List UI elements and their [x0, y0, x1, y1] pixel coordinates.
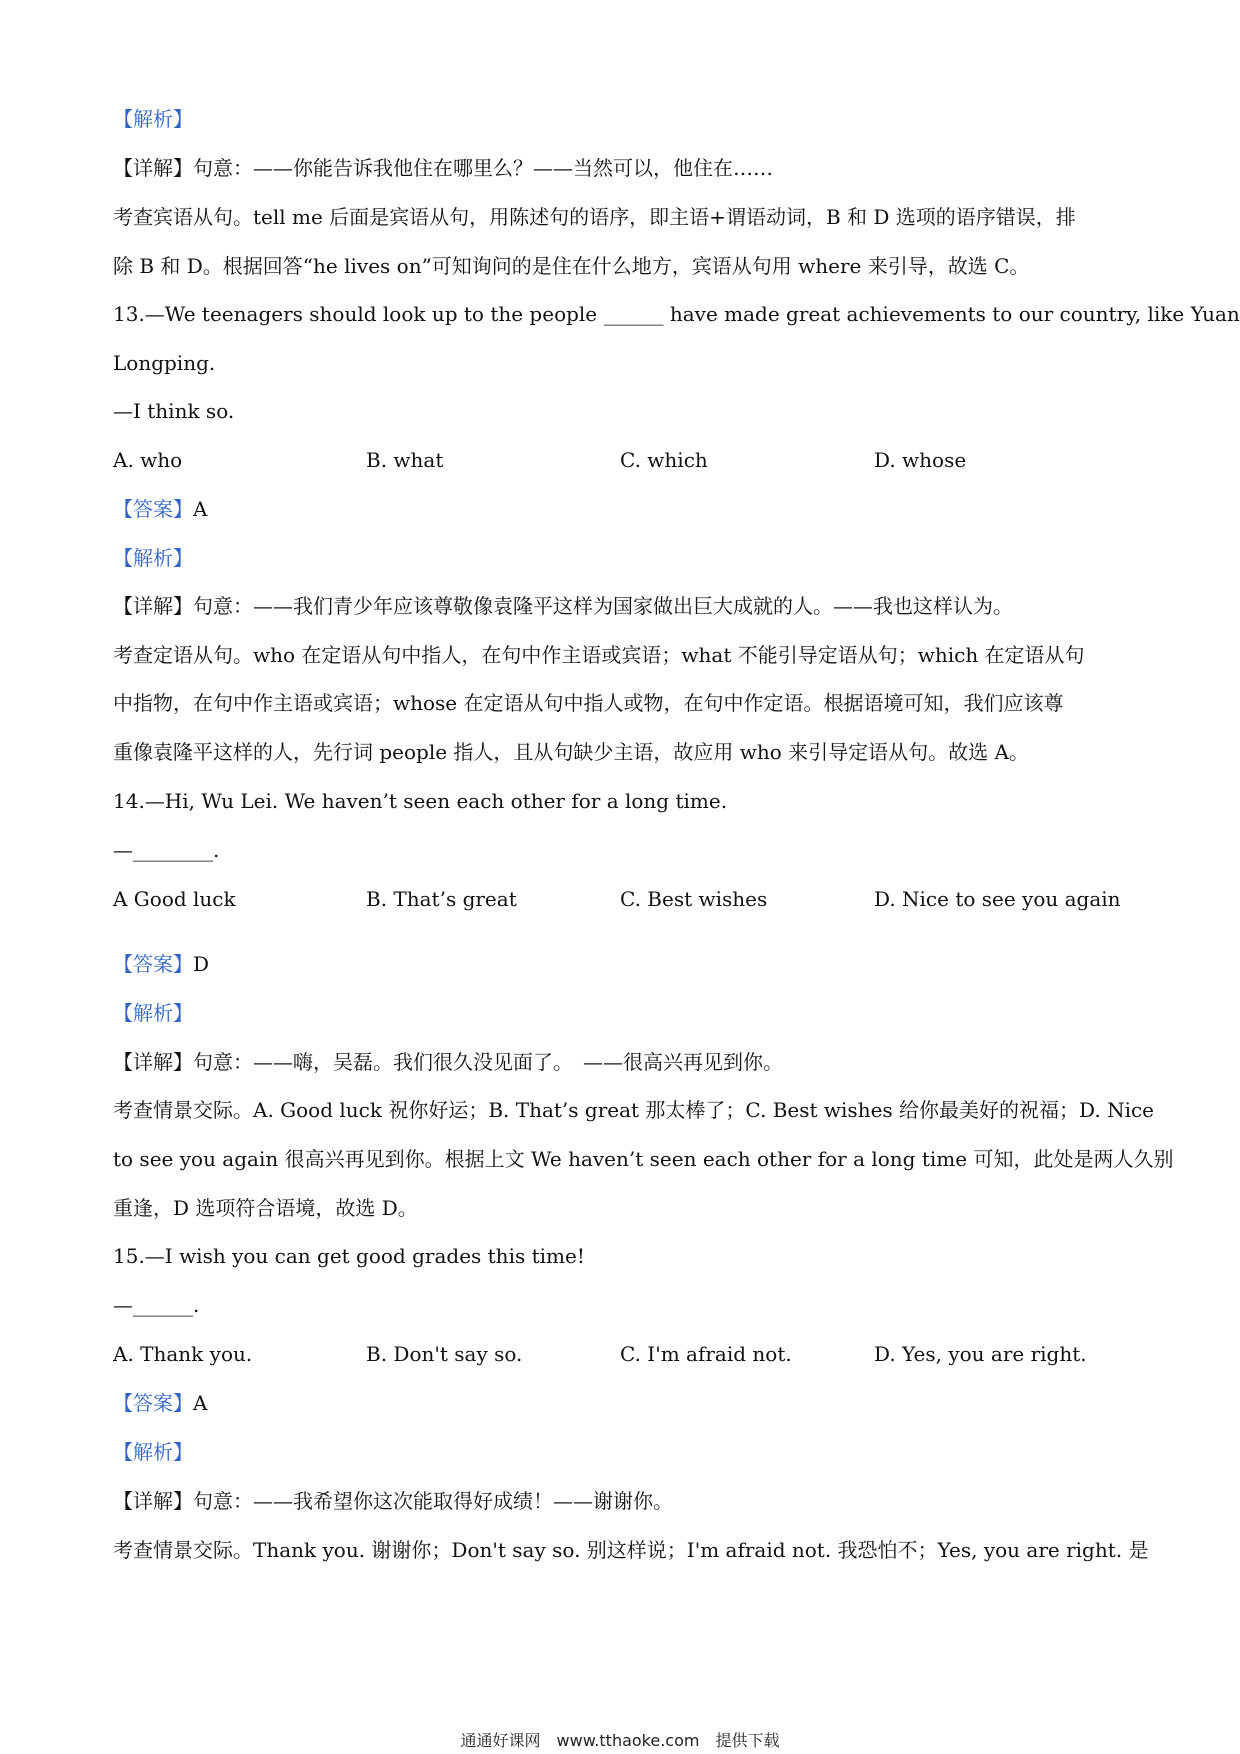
analysis-heading-q12: 【解析】: [113, 107, 193, 131]
q15-option-d: D. Yes, you are right.: [874, 1342, 1087, 1366]
detail-q14: 【详解】句意：——嗨，吴磊。我们很久没见面了。 ——很高兴再见到你。: [113, 1050, 783, 1074]
analysis-heading-q15: 【解析】: [113, 1440, 193, 1464]
explanation-q12-line1: 考查宾语从句。tell me 后面是宾语从句，用陈述句的语序，即主语+谓语动词，B 和 D 选项的语序错误，排: [113, 205, 1076, 229]
question-13-reply: —I think so.: [113, 399, 235, 423]
explanation-q13-line2: 中指物，在句中作主语或宾语；whose 在定语从句中指人或物，在句中作定语。根据语境可知，我们应该尊: [113, 691, 1064, 715]
page-footer: 通通好课网 www.tthaoke.com 提供下载: [460, 1731, 780, 1750]
answer-q13: 【答案】A: [113, 497, 208, 521]
explanation-q13-line1: 考查定语从句。who 在定语从句中指人，在句中作主语或宾语；what 不能引导定语从句；which 在定语从句: [113, 643, 1085, 667]
question-14-stem: 14.—Hi, Wu Lei. We haven’t seen each other for a long time.: [113, 789, 728, 813]
explanation-q15-line1: 考查情景交际。Thank you. 谢谢你；Don't say so. 别这样说；I'm afraid not. 我恐怕不；Yes, you are right. 是: [113, 1538, 1149, 1562]
question-15-reply: —______.: [113, 1293, 200, 1317]
q14-option-b: B. That’s great: [366, 887, 517, 911]
answer-q14: 【答案】D: [113, 952, 210, 976]
q13-option-a: A. who: [113, 448, 183, 472]
explanation-q14-line1: 考查情景交际。A. Good luck 祝你好运；B. That’s great 那太棒了；C. Best wishes 给你最美好的祝福；D. Nice: [113, 1098, 1155, 1122]
q15-option-b: B. Don't say so.: [366, 1342, 523, 1366]
explanation-q14-line2: to see you again 很高兴再见到你。根据上文 We haven’t seen each other for a long time 可知，此处是两人久别: [113, 1147, 1174, 1171]
analysis-heading-q13: 【解析】: [113, 546, 193, 570]
q13-option-d: D. whose: [874, 448, 967, 472]
detail-q15: 【详解】句意：——我希望你这次能取得好成绩！——谢谢你。: [113, 1489, 673, 1513]
question-15-stem: 15.—I wish you can get good grades this time!: [113, 1244, 585, 1268]
q15-option-a: A. Thank you.: [113, 1342, 253, 1366]
detail-q13: 【详解】句意：——我们青少年应该尊敬像袁隆平这样为国家做出巨大成就的人。——我也这样认为。: [113, 594, 1013, 618]
explanation-q12-line2: 除 B 和 D。根据回答“he lives on”可知询问的是住在什么地方，宾语从句用 where 来引导，故选 C。: [113, 254, 1030, 278]
q13-option-b: B. what: [366, 448, 444, 472]
question-13-stem: 13.—We teenagers should look up to the people ______ have made great achievements to our country, like Yuan: [113, 302, 1240, 326]
q14-option-a: A Good luck: [113, 887, 236, 911]
detail-q12: 【详解】句意：——你能告诉我他住在哪里么？——当然可以，他住在……: [113, 156, 773, 180]
explanation-q13-line3: 重像袁隆平这样的人，先行词 people 指人，且从句缺少主语，故应用 who 来引导定语从句。故选 A。: [113, 740, 1029, 764]
q14-option-c: C. Best wishes: [620, 887, 768, 911]
question-13-stem-cont: Longping.: [113, 351, 216, 375]
analysis-heading-q14: 【解析】: [113, 1001, 193, 1025]
q15-option-c: C. I'm afraid not.: [620, 1342, 792, 1366]
question-14-reply: —________.: [113, 838, 220, 862]
q13-option-c: C. which: [620, 448, 708, 472]
q14-option-d: D. Nice to see you again: [874, 887, 1121, 911]
explanation-q14-line3: 重逢，D 选项符合语境，故选 D。: [113, 1196, 418, 1220]
answer-q15: 【答案】A: [113, 1391, 208, 1415]
